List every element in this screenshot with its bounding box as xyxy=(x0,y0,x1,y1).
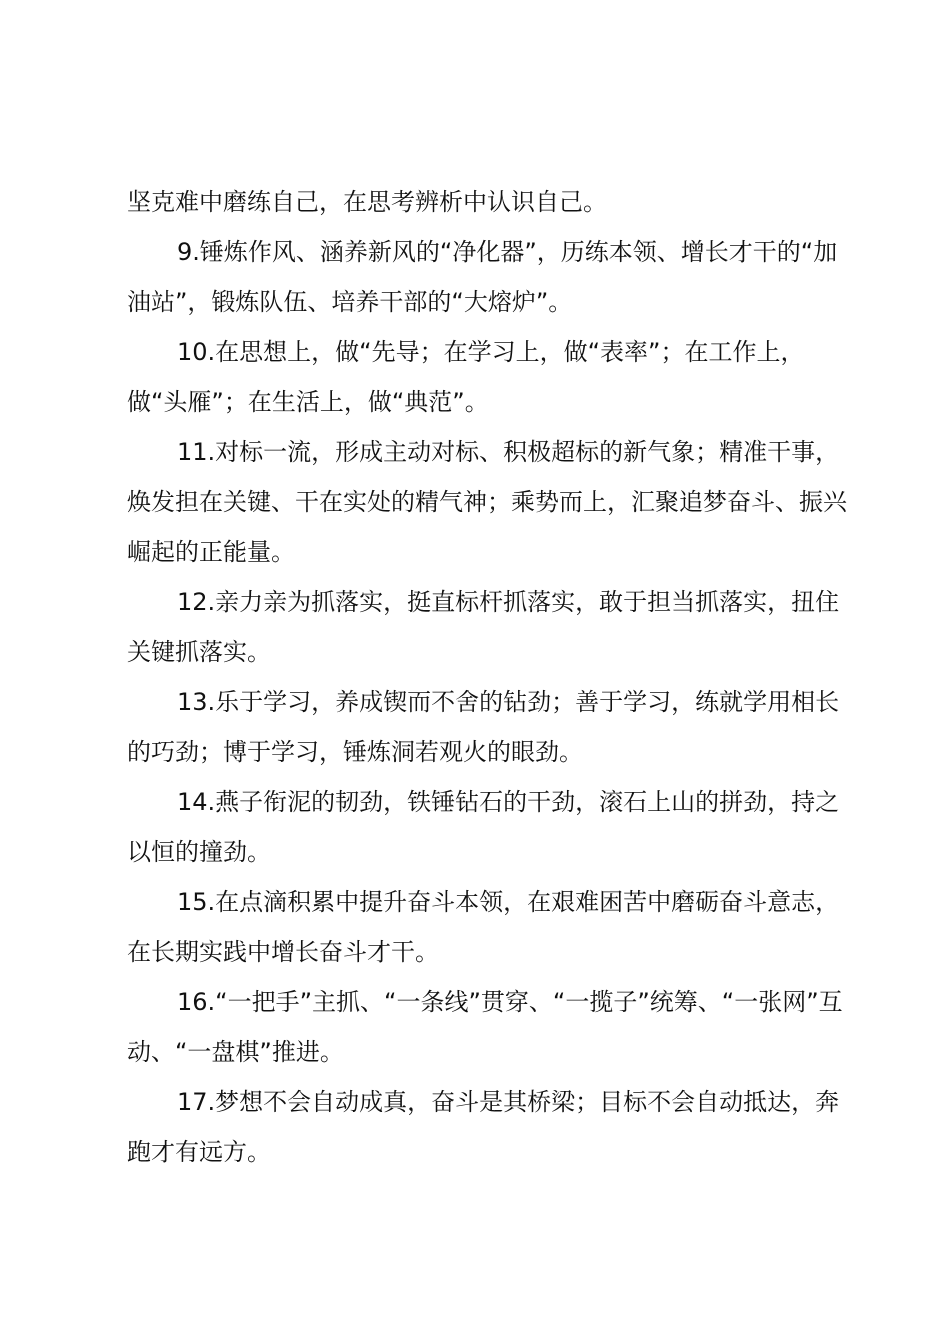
paragraph-continuation: 坚克难中磨练自己，在思考辨析中认识自己。 xyxy=(127,188,607,216)
paragraph-item-11: 11.对标一流，形成主动对标、积极超标的新气象；精准干事，焕发担在关键、干在实处的精气神；乘势而上，汇聚追梦奋斗、振兴崛起的正能量。 xyxy=(127,438,847,566)
paragraph-item-13: 13.乐于学习，养成锲而不舍的钻劲；善于学习，练就学用相长的巧劲；博于学习，锤炼洞若观火的眼劲。 xyxy=(127,688,840,766)
paragraph-item-14: 14.燕子衔泥的韧劲，铁锤钻石的干劲，滚石上山的拼劲，持之以恒的撞劲。 xyxy=(127,788,840,866)
paragraph-item-9: 9.锤炼作风、涵养新风的“净化器”，历练本领、增长才干的“加油站”，锻炼队伍、培养干部的“大熔炉”。 xyxy=(127,238,838,316)
paragraph-item-17: 17.梦想不会自动成真，奋斗是其桥梁；目标不会自动抵达，奔跑才有远方。 xyxy=(127,1088,840,1166)
paragraph-item-12: 12.亲力亲为抓落实，挺直标杆抓落实，敢于担当抓落实，扭住关键抓落实。 xyxy=(127,588,840,666)
paragraph-item-15: 15.在点滴积累中提升奋斗本领，在艰难困苦中磨砺奋斗意志，在长期实践中增长奋斗才干。 xyxy=(127,888,840,966)
paragraph-item-16: 16.“一把手”主抓、“一条线”贯穿、“一揽子”统筹、“一张网”互动、“一盘棋”推进。 xyxy=(127,988,843,1066)
document-body xyxy=(127,177,857,1177)
paragraph-item-10: 10.在思想上，做“先导；在学习上，做“表率”；在工作上，做“头雁”；在生活上，做“典范”。 xyxy=(127,338,805,416)
